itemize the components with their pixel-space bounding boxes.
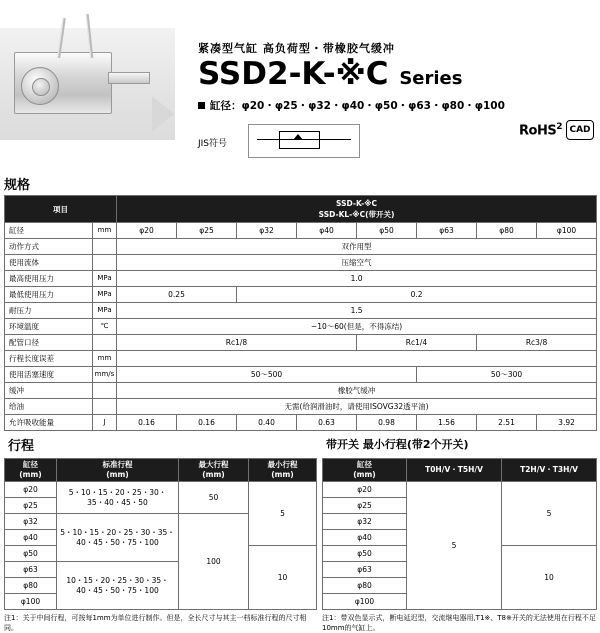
rohs-sup: 2 [556, 122, 562, 132]
row-value: Rc3/8 [477, 335, 597, 351]
table-row [5, 319, 597, 335]
col-min-stroke-label: 最小行程 [267, 460, 298, 469]
row-unit: MPa [93, 271, 117, 287]
row-label: 使用活塞速度 [5, 367, 93, 383]
row-label: 耐压力 [5, 303, 93, 319]
bore-cell: φ63 [417, 223, 477, 239]
value-left: 5 [407, 482, 502, 610]
col-t2h-t3h: T2H/V・T3H/V [502, 459, 597, 482]
jis-symbol-diagram [248, 124, 360, 158]
min-stroke-cell: 5 [249, 482, 317, 546]
standard-stroke-cell [57, 482, 179, 514]
bore-cell: φ25 [323, 498, 407, 514]
bullet-square-icon [198, 102, 205, 109]
bore-cell: φ50 [5, 546, 57, 562]
std-line1: 5・10・15・20・25・30・35・ [60, 527, 175, 537]
max-stroke-cell: 50 [179, 482, 249, 514]
page-title [198, 56, 462, 92]
product-header [0, 0, 600, 170]
std-line1: 5・10・15・20・25・30・ [68, 487, 167, 497]
row-unit [93, 399, 117, 415]
bore-cell: φ100 [5, 594, 57, 610]
col-min-stroke [249, 459, 317, 482]
row-value: −10～60(但是，不得冻结) [117, 319, 597, 335]
bore-cell: φ80 [477, 223, 537, 239]
table-header-row [5, 196, 597, 223]
row-unit-bore: mm [93, 223, 117, 239]
bore-cell: φ25 [5, 498, 57, 514]
row-label-bore: 缸径 [5, 223, 93, 239]
bore-cell: φ63 [323, 562, 407, 578]
table-row [5, 255, 597, 271]
bore-cell: φ32 [5, 514, 57, 530]
std-line2: 35・40・45・50 [87, 497, 148, 507]
std-line1: 10・15・20・25・30・35・ [66, 575, 169, 585]
value-right-bottom: 10 [502, 546, 597, 610]
value-right-top: 5 [502, 482, 597, 546]
table-row [5, 239, 597, 255]
row-value [117, 351, 597, 367]
col-bore-label: 缸径 [357, 460, 372, 469]
rohs-badge [519, 122, 562, 138]
row-label: 给油 [5, 399, 93, 415]
bore-cell: φ63 [5, 562, 57, 578]
stroke-section-title: 行程 [8, 439, 35, 454]
max-stroke-cell: 100 [179, 514, 249, 610]
table-header-row [5, 459, 317, 482]
bore-cell: φ20 [323, 482, 407, 498]
series-label: Series [399, 68, 463, 89]
product-photo [0, 28, 175, 140]
bore-cell: φ20 [5, 482, 57, 498]
switch-note: 注1：带双色显示式，断电延迟型，交流继电器用,T1※、T8※开关的无法使用在行程不足10mm的气缸上。 [322, 614, 596, 632]
row-value: 0.25 [117, 287, 237, 303]
stroke-note: 注1：关于中间行程，可按每1mm为单位进行制作。但是，全长尺寸与其主一档标准行程的尺寸相同。 [4, 614, 307, 632]
row-unit: mm/s [93, 367, 117, 383]
table-row [323, 482, 597, 498]
row-unit [93, 239, 117, 255]
std-line2: 40・45・50・75・100 [76, 585, 159, 595]
arrow-icon [152, 96, 174, 132]
row-unit: MPa [93, 303, 117, 319]
bore-cell: φ100 [537, 223, 597, 239]
row-value: 压缩空气 [117, 255, 597, 271]
row-label: 动作方式 [5, 239, 93, 255]
switch-section-title: 带开关 最小行程(带2个开关) [326, 438, 469, 451]
table-row [5, 287, 597, 303]
col-model-line1: SSD-K-※C [336, 199, 378, 208]
cylinder-face-icon [21, 67, 59, 105]
row-value: 0.63 [297, 415, 357, 431]
row-value: 1.5 [117, 303, 597, 319]
row-label: 环境温度 [5, 319, 93, 335]
bore-cell: φ80 [323, 578, 407, 594]
bore-cell: φ80 [5, 578, 57, 594]
row-value: 无需(给润滑油时，请使用ISOVG32透平油) [117, 399, 597, 415]
table-row [5, 415, 597, 431]
table-row [5, 303, 597, 319]
std-line2: 40・45・50・75・100 [76, 537, 159, 547]
col-bore [323, 459, 407, 482]
row-value: Rc1/4 [357, 335, 477, 351]
col-t0h-t5h: T0H/V・T5H/V [407, 459, 502, 482]
col-item: 项目 [5, 196, 117, 223]
row-label: 缓冲 [5, 383, 93, 399]
col-bore [5, 459, 57, 482]
table-row [5, 271, 597, 287]
bore-cell: φ40 [5, 530, 57, 546]
product-model: SSD2-K-※C [198, 56, 389, 92]
bore-cell: φ25 [177, 223, 237, 239]
col-standard-stroke-unit: (mm) [106, 470, 129, 479]
min-stroke-cell: 10 [249, 546, 317, 610]
bore-summary-values: φ20・φ25・φ32・φ40・φ50・φ63・φ80・φ100 [241, 100, 505, 112]
col-bore-unit: (mm) [353, 470, 376, 479]
table-header-row [323, 459, 597, 482]
row-unit [93, 335, 117, 351]
bore-cell: φ40 [323, 530, 407, 546]
bore-cell: φ50 [323, 546, 407, 562]
row-value: 双作用型 [117, 239, 597, 255]
col-standard-stroke-label: 标准行程 [102, 460, 133, 469]
row-value: 1.56 [417, 415, 477, 431]
row-unit [93, 383, 117, 399]
row-value: 橡胶气缓冲 [117, 383, 597, 399]
cad-badge: CAD [566, 120, 594, 140]
row-label: 最高使用压力 [5, 271, 93, 287]
col-model-line2: SSD-KL-※C(带开关) [318, 210, 395, 219]
notes-section [4, 613, 596, 633]
row-label: 使用流体 [5, 255, 93, 271]
row-value: 2.51 [477, 415, 537, 431]
row-value: 50～300 [417, 367, 597, 383]
row-value: Rc1/8 [117, 335, 357, 351]
col-min-stroke-unit: (mm) [271, 470, 294, 479]
bore-summary-label: 缸径： [210, 100, 242, 112]
row-value: 0.16 [117, 415, 177, 431]
row-label: 最低使用压力 [5, 287, 93, 303]
cylinder-rod-illustration [108, 72, 150, 84]
table-row [5, 335, 597, 351]
bore-cell: φ32 [323, 514, 407, 530]
row-unit: ℃ [93, 319, 117, 335]
bore-cell: φ32 [237, 223, 297, 239]
rohs-label: RoHS [519, 123, 557, 139]
row-value: 0.16 [177, 415, 237, 431]
col-max-stroke [179, 459, 249, 482]
spec-section-title: 规格 [4, 178, 31, 193]
row-unit [93, 255, 117, 271]
row-value: 0.40 [237, 415, 297, 431]
table-row [5, 482, 317, 498]
specification-table [4, 195, 597, 431]
stroke-table [4, 458, 317, 610]
col-bore-label: 缸径 [23, 460, 38, 469]
table-row [5, 383, 597, 399]
table-row [5, 399, 597, 415]
jis-symbol-label: JIS符号 [198, 139, 228, 149]
col-max-stroke-unit: (mm) [202, 470, 225, 479]
cylinder-body-illustration [14, 52, 112, 114]
col-standard-stroke [57, 459, 179, 482]
bore-cell: φ50 [357, 223, 417, 239]
row-unit: J [93, 415, 117, 431]
bore-cell: φ20 [117, 223, 177, 239]
row-label: 行程长度误差 [5, 351, 93, 367]
col-max-stroke-label: 最大行程 [198, 460, 229, 469]
row-value: 50～500 [117, 367, 417, 383]
bore-cell: φ40 [297, 223, 357, 239]
row-unit: mm [93, 351, 117, 367]
bore-summary [198, 98, 505, 113]
col-model [117, 196, 597, 223]
row-value: 1.0 [117, 271, 597, 287]
switch-min-stroke-table [322, 458, 597, 610]
table-row [5, 351, 597, 367]
row-label: 配管口径 [5, 335, 93, 351]
row-value: 0.98 [357, 415, 417, 431]
row-value: 3.92 [537, 415, 597, 431]
row-label: 允许吸收能量 [5, 415, 93, 431]
standard-stroke-cell [57, 514, 179, 562]
product-subtitle: 紧凑型气缸 高负荷型・带橡胶气缓冲 [198, 42, 395, 55]
table-row-bore [5, 223, 597, 239]
row-value: 0.2 [237, 287, 597, 303]
bore-cell: φ100 [323, 594, 407, 610]
col-bore-unit: (mm) [19, 470, 42, 479]
standard-stroke-cell [57, 562, 179, 610]
row-unit: MPa [93, 287, 117, 303]
table-row [5, 367, 597, 383]
